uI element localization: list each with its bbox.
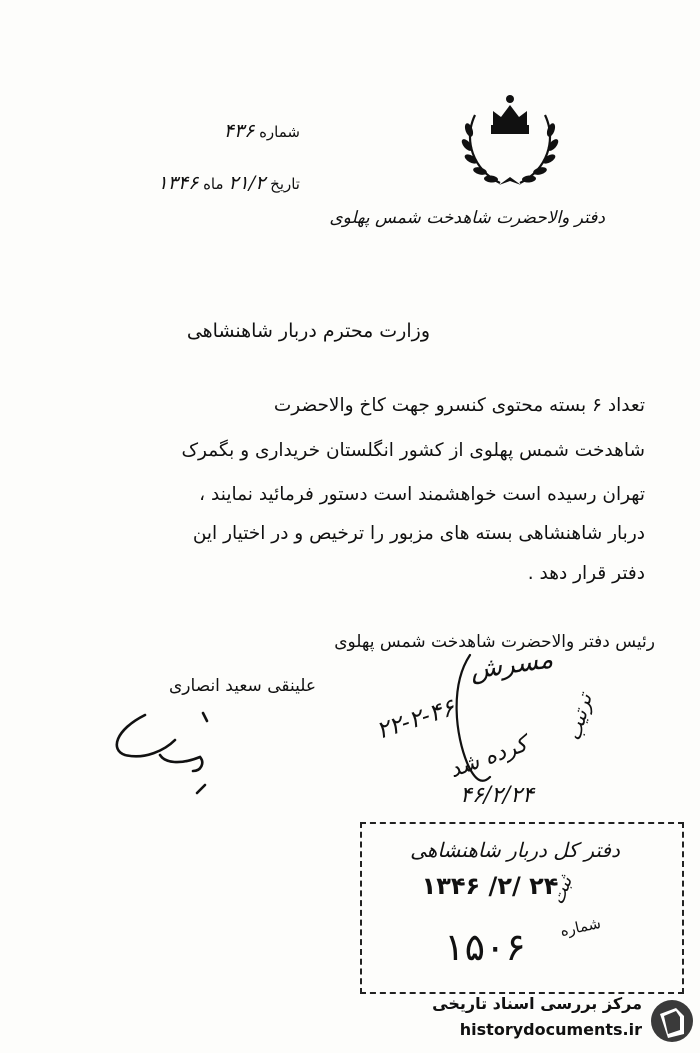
handwritten-note: ترتیب <box>561 690 597 744</box>
number-value: ۴۳۶ <box>223 120 255 142</box>
body-line: دربار شاهنشاهی بسته های مزبور را ترخیص و در اختیار این <box>192 523 645 544</box>
body-line: دفتر قرار دهد . <box>527 563 645 584</box>
footer-url: historydocuments.ir <box>459 1020 642 1039</box>
number-label: شماره <box>259 123 300 141</box>
signatory-name: علینقی سعید انصاری <box>169 676 316 696</box>
date-label: تاریخ <box>270 175 300 193</box>
archive-logo-icon <box>650 996 694 1046</box>
stamp-date: ۱۳۴۶ /۲/ ۲۴ <box>421 872 559 900</box>
body-line: تعداد ۶ بسته محتوی کنسرو جهت کاخ والاحضرت <box>273 395 645 416</box>
letter-date <box>40 172 300 194</box>
office-name: دفتر والاحضرت شاهدخت شمس پهلوی <box>329 208 605 228</box>
footer-watermark <box>420 990 700 1053</box>
letter-number <box>150 120 300 142</box>
handwritten-signature <box>105 705 225 805</box>
signatory-title: رئیس دفتر والاحضرت شاهدخت شمس پهلوی <box>334 632 655 652</box>
stamp-number-label: شماره <box>558 913 603 941</box>
addressee: وزارت محترم دربار شاهنشاهی <box>186 320 430 342</box>
stamp-office: دفتر کل دربار شاهنشاهی <box>410 838 620 862</box>
royal-crown-emblem-icon <box>455 85 565 195</box>
body-line: شاهدخت شمس پهلوی از کشور انگلستان خریداری و بگمرک <box>181 440 645 461</box>
month-label: ماه <box>203 175 224 193</box>
body-line: تهران رسیده است خواهشمند است دستور فرمائید نمایند ، <box>199 484 645 505</box>
stamp-number: ۱۵۰۶ <box>444 925 526 969</box>
handwritten-date: ۲۲-۲-۴۶ <box>372 693 459 745</box>
handwritten-date: ۴۶/۲/۲۴ <box>460 783 534 808</box>
year-value: ۱۳۴۶ <box>157 172 199 194</box>
date-value: ۲۱/۲ <box>228 172 266 194</box>
handwritten-note: کرده شد <box>446 731 531 784</box>
handwritten-note: مسرش <box>468 644 555 686</box>
footer-title: مرکز بررسی اسناد تاریخی <box>432 994 642 1013</box>
stamp-mark: ثبت <box>547 873 577 908</box>
